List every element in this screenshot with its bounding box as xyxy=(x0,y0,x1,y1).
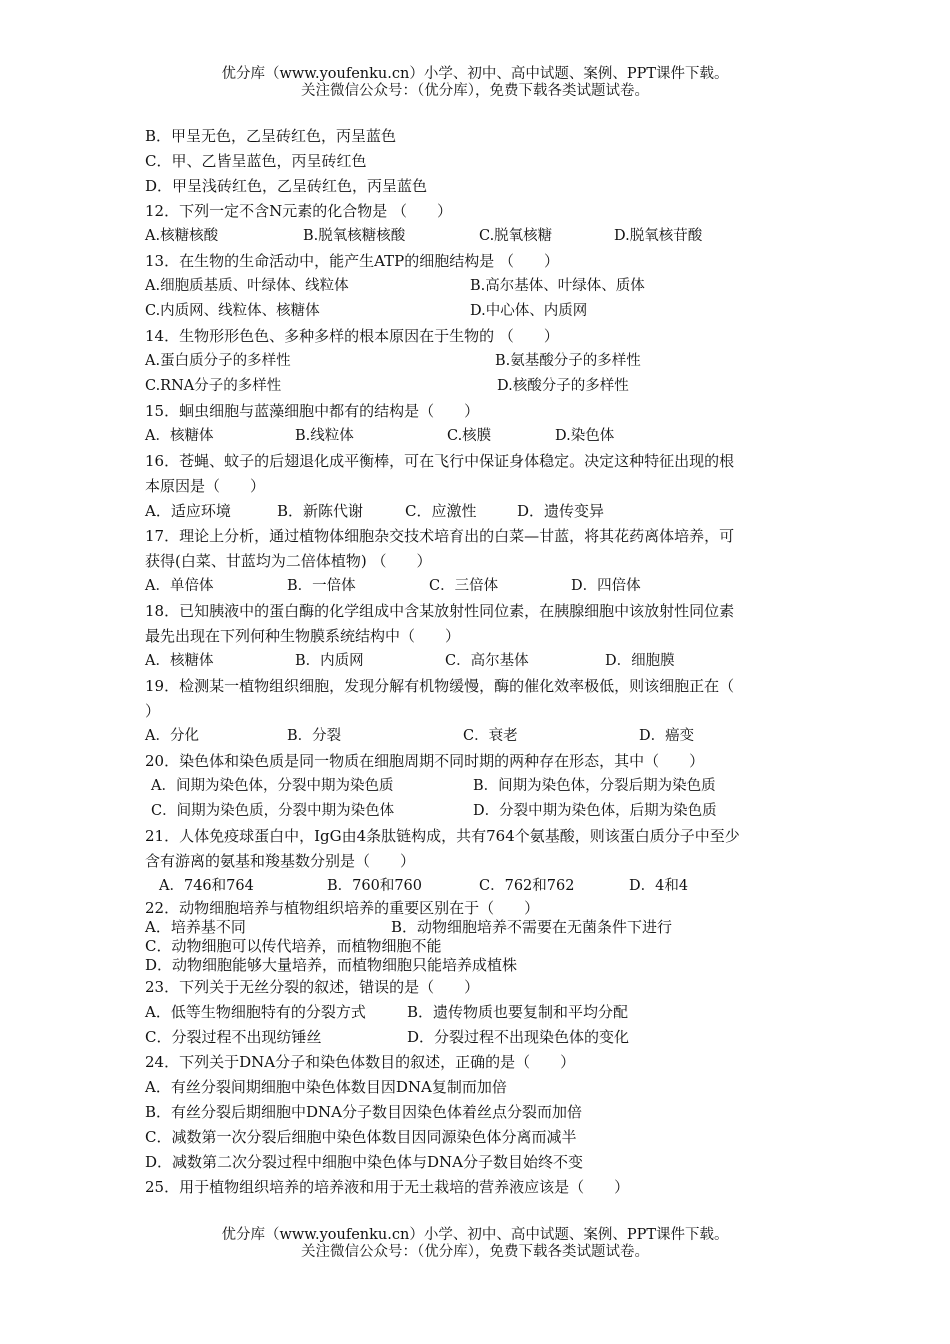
q24-option-b: B．有丝分裂后期细胞中DNA分子数目因染色体着丝点分裂而加倍 xyxy=(145,1103,583,1121)
q23-option-a: A．低等生物细胞特有的分裂方式 xyxy=(145,1003,366,1021)
q20-option-b: B．间期为染色体，分裂后期为染色质 xyxy=(473,778,716,794)
question-content xyxy=(145,124,813,1200)
q25-stem: 25．用于植物组织培养的培养液和用于无土栽培的营养液应该是（ ） xyxy=(145,1178,630,1196)
q21-option-b: B．760和760 xyxy=(327,878,423,894)
q15-option-d: D.染色体 xyxy=(555,428,615,444)
q20-options-row2 xyxy=(145,799,813,824)
q13-option-a: A.细胞质基质、叶绿体、线粒体 xyxy=(145,278,349,294)
q16-option-c: C．应激性 xyxy=(405,502,477,520)
q15-stem: 15．蛔虫细胞与蓝藻细胞中都有的结构是（ ） xyxy=(145,402,480,420)
q23-option-b: B．遗传物质也要复制和平均分配 xyxy=(407,1003,629,1021)
q24-option-d: D．减数第二次分裂过程中细胞中染色体与DNA分子数目始终不变 xyxy=(145,1153,584,1171)
q21-stem-line-2: 含有游离的氨基和羧基数分别是（ ） xyxy=(145,852,416,870)
q15-option-c: C.核膜 xyxy=(447,428,492,444)
q22-option-b: B．动物细胞培养不需要在无菌条件下进行 xyxy=(391,918,673,936)
q21-options xyxy=(145,874,813,899)
q22-option-d: D．动物细胞能够大量培养，而植物细胞只能培养成植株 xyxy=(145,956,518,974)
q15-option-b: B.线粒体 xyxy=(295,428,354,444)
q16-stem-line-1: 16．苍蝇、蚊子的后翅退化成平衡棒，可在飞行中保证身体稳定。决定这种特征出现的根 xyxy=(145,452,735,470)
footer-line-1: 优分库（www.youfenku.cn）小学、初中、高中试题、案例、PPT课件下载。 xyxy=(221,1227,729,1243)
q13-option-b: B.高尔基体、叶绿体、质体 xyxy=(470,278,645,294)
q18-stem-line-2: 最先出现在下列何种生物膜系统结构中（ ） xyxy=(145,627,461,645)
q17-option-a: A．单倍体 xyxy=(145,578,214,594)
q18-options xyxy=(145,649,813,674)
q21-stem-line-1: 21．人体免疫球蛋白中，IgG由4条肽链构成，共有764个氨基酸，则该蛋白质分子中至少 xyxy=(145,827,740,845)
q12-option-b: B.脱氧核糖核酸 xyxy=(303,228,406,244)
q19-options xyxy=(145,724,813,749)
q14-options-row2 xyxy=(145,374,813,399)
q17-stem-line-2: 获得(白菜、甘蓝均为二倍体植物) （ ） xyxy=(145,552,432,570)
q12-option-d: D.脱氧核苷酸 xyxy=(614,228,703,244)
q11-option-b: B．甲呈无色，乙呈砖红色，丙呈蓝色 xyxy=(145,127,397,145)
header-line-2: 关注微信公众号：（优分库），免费下载各类试题试卷。 xyxy=(301,83,649,99)
q13-options-row2 xyxy=(145,299,813,324)
q19-option-b: B．分裂 xyxy=(287,728,342,744)
q14-option-b: B.氨基酸分子的多样性 xyxy=(495,353,641,369)
q18-option-b: B．内质网 xyxy=(295,653,364,669)
q23-stem: 23．下列关于无丝分裂的叙述，错误的是（ ） xyxy=(145,978,480,996)
q24-option-c: C．减数第一次分裂后细胞中染色体数目因同源染色体分离而减半 xyxy=(145,1128,577,1146)
q22-option-a: A．培养基不同 xyxy=(145,918,246,936)
q16-stem-line-2: 本原因是（ ） xyxy=(145,477,266,495)
q18-option-a: A．核糖体 xyxy=(145,653,214,669)
q16-option-a: A．适应环境 xyxy=(145,502,231,520)
q21-option-a: A．746和764 xyxy=(159,878,254,894)
q13-option-c: C.内质网、线粒体、核糖体 xyxy=(145,303,320,319)
q20-stem: 20．染色体和染色质是同一物质在细胞周期不同时期的两种存在形态，其中（ ） xyxy=(145,752,705,770)
q19-option-a: A．分化 xyxy=(145,728,199,744)
q23-options-row2 xyxy=(145,1025,813,1050)
q20-option-d: D．分裂中期为染色体，后期为染色质 xyxy=(473,803,717,819)
q22-options-row1 xyxy=(145,918,813,937)
q22-option-c: C．动物细胞可以传代培养，而植物细胞不能 xyxy=(145,937,442,955)
q18-option-d: D．细胞膜 xyxy=(605,653,675,669)
q21-option-c: C．762和762 xyxy=(479,878,575,894)
q16-options xyxy=(145,499,813,524)
q20-option-c: C．间期为染色质，分裂中期为染色体 xyxy=(151,803,395,819)
q12-options xyxy=(145,224,813,249)
q14-option-d: D.核酸分子的多样性 xyxy=(497,378,629,394)
q11-option-c: C．甲、乙皆呈蓝色，丙呈砖红色 xyxy=(145,152,367,170)
q19-stem-line-2: ） xyxy=(145,702,161,720)
q15-options xyxy=(145,424,813,449)
header-line-1: 优分库（www.youfenku.cn）小学、初中、高中试题、案例、PPT课件下载。 xyxy=(221,66,729,82)
q11-option-d: D．甲呈浅砖红色，乙呈砖红色，丙呈蓝色 xyxy=(145,177,428,195)
q12-option-a: A.核糖核酸 xyxy=(145,228,219,244)
q12-option-c: C.脱氧核糖 xyxy=(479,228,553,244)
q17-stem-line-1: 17．理论上分析，通过植物体细胞杂交技术培育出的白菜—甘蓝，将其花药离体培养，可 xyxy=(145,527,735,545)
q17-option-d: D．四倍体 xyxy=(571,578,641,594)
q20-options-row1 xyxy=(145,774,813,799)
q24-option-a: A．有丝分裂间期细胞中染色体数目因DNA复制而加倍 xyxy=(145,1078,507,1096)
q16-option-b: B．新陈代谢 xyxy=(277,502,364,520)
page-header xyxy=(0,66,950,100)
q17-options xyxy=(145,574,813,599)
q19-option-d: D．癌变 xyxy=(639,728,695,744)
q22-stem: 22．动物细胞培养与植物组织培养的重要区别在于（ ） xyxy=(145,899,540,917)
q18-stem-line-1: 18．已知胰液中的蛋白酶的化学组成中含某放射性同位素，在胰腺细胞中该放射性同位素 xyxy=(145,602,735,620)
q17-option-b: B．一倍体 xyxy=(287,578,356,594)
q20-option-a: A．间期为染色体，分裂中期为染色质 xyxy=(151,778,394,794)
q15-option-a: A．核糖体 xyxy=(145,428,214,444)
q13-stem: 13．在生物的生命活动中，能产生ATP的细胞结构是 （ ） xyxy=(145,252,559,270)
q14-options-row1 xyxy=(145,349,813,374)
q19-option-c: C．衰老 xyxy=(463,728,518,744)
q17-option-c: C．三倍体 xyxy=(429,578,499,594)
q14-stem: 14．生物形形色色、多种多样的根本原因在于生物的 （ ） xyxy=(145,327,559,345)
q21-option-d: D．4和4 xyxy=(629,878,689,894)
q14-option-a: A.蛋白质分子的多样性 xyxy=(145,353,291,369)
q23-option-d: D．分裂过程不出现染色体的变化 xyxy=(407,1028,630,1046)
q13-options-row1 xyxy=(145,274,813,299)
q16-option-d: D．遗传变异 xyxy=(517,502,605,520)
q23-options-row1 xyxy=(145,1000,813,1025)
page-footer xyxy=(0,1227,950,1261)
q12-stem: 12．下列一定不含N元素的化合物是 （ ） xyxy=(145,202,452,220)
footer-line-2: 关注微信公众号：（优分库），免费下载各类试题试卷。 xyxy=(301,1244,649,1260)
q14-option-c: C.RNA分子的多样性 xyxy=(145,378,282,394)
q19-stem-line-1: 19．检测某一植物组织细胞，发现分解有机物缓慢，酶的催化效率极低，则该细胞正在（ xyxy=(145,677,735,695)
q13-option-d: D.中心体、内质网 xyxy=(470,303,588,319)
q18-option-c: C．高尔基体 xyxy=(445,653,529,669)
q23-option-c: C．分裂过程不出现纺锤丝 xyxy=(145,1028,322,1046)
q24-stem: 24．下列关于DNA分子和染色体数目的叙述，正确的是（ ） xyxy=(145,1053,576,1071)
